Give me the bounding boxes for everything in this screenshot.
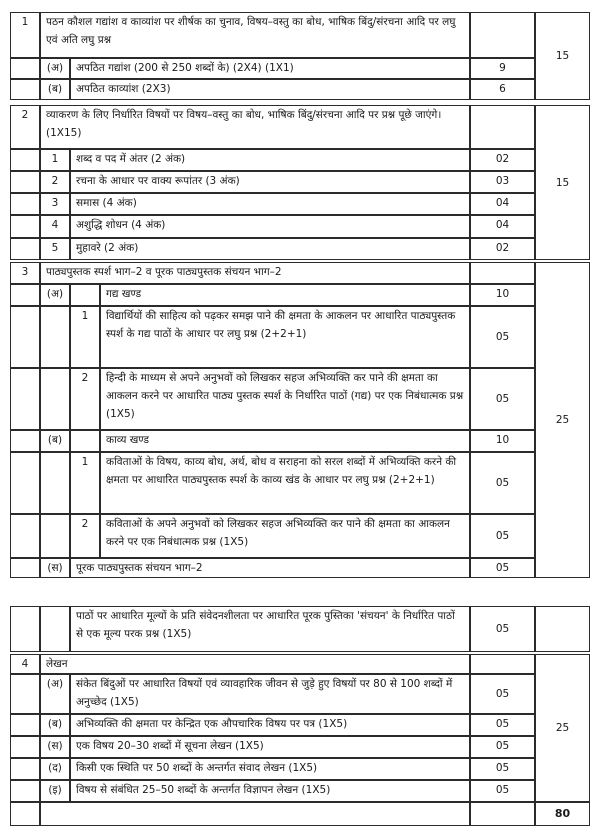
sub-marks: 05 <box>470 736 535 758</box>
blank-cell <box>10 193 40 215</box>
blank-cell <box>10 514 40 558</box>
item-marks: 02 <box>470 238 535 260</box>
blank-cell <box>10 368 40 430</box>
marks-cell-empty <box>470 12 535 58</box>
sub-text: एक विषय 20–30 शब्दों में सूचना लेखन (1X5) <box>70 736 470 758</box>
blank-cell <box>70 430 100 452</box>
item-marks: 03 <box>470 171 535 193</box>
section-number: 3 <box>10 262 40 284</box>
sub-text: विषय से संबंधित 25–50 शब्दों के अन्तर्गत विज्ञापन लेखन (1X5) <box>70 780 470 802</box>
item-text: अशुद्धि शोधन (4 अंक) <box>70 215 470 238</box>
sub-marks: 10 <box>470 430 535 452</box>
blank-cell <box>10 452 40 514</box>
item-text: मुहावरे (2 अंक) <box>70 238 470 260</box>
blank-cell <box>40 802 470 826</box>
sub-label: (अ) <box>40 58 70 79</box>
section-heading: लेखन <box>40 654 470 674</box>
sub-marks: 05 <box>470 780 535 802</box>
item-number: 2 <box>70 514 100 558</box>
item-text: विद्यार्थियों की साहित्य को पढ़कर समझ पाने की क्षमता के आकलन पर आधारित पाठ्यपुस्तक स्पर्श के गद्य पाठों के आधार पर लघु प्रश्न (2+2+1) <box>100 306 470 368</box>
item-number: 3 <box>40 193 70 215</box>
blank-cell <box>70 284 100 306</box>
sub-text: अपठित काव्यांश (2X3) <box>70 79 470 100</box>
item-number: 2 <box>40 171 70 193</box>
sub-label: (ब) <box>40 714 70 736</box>
blank-cell <box>10 238 40 260</box>
item-text: शब्द व पद में अंतर (2 अंक) <box>70 149 470 171</box>
item-number: 1 <box>40 149 70 171</box>
sub-marks: 05 <box>470 674 535 714</box>
item-marks: 04 <box>470 193 535 215</box>
sub-marks: 10 <box>470 284 535 306</box>
sub-text: संकेत बिंदुओं पर आधारित विषयों एवं व्यावहारिक जीवन से जुड़े हुए विषयों पर 80 से 100 शब्दों में अनुच्छेद (1X5) <box>70 674 470 714</box>
section-total: 15 <box>535 12 590 100</box>
blank-cell <box>10 780 40 802</box>
item-text: रचना के आधार पर वाक्य रूपांतर (3 अंक) <box>70 171 470 193</box>
blank-cell <box>10 606 40 652</box>
item-number: 1 <box>70 306 100 368</box>
item-text: समास (4 अंक) <box>70 193 470 215</box>
sub-label: (स) <box>40 558 70 578</box>
blank-cell <box>10 284 40 306</box>
blank-cell <box>10 306 40 368</box>
sub-text: अपठित गद्यांश (200 से 250 शब्दों के) (2X4) (1X1) <box>70 58 470 79</box>
blank-cell <box>10 58 40 79</box>
sub-heading: काव्य खण्ड <box>100 430 470 452</box>
marks-cell-empty <box>470 654 535 674</box>
blank-cell <box>40 306 70 368</box>
blank-cell <box>10 558 40 578</box>
marks-cell-empty <box>535 606 590 652</box>
item-marks: 05 <box>470 452 535 514</box>
marks-cell-empty <box>470 105 535 149</box>
section-number: 2 <box>10 105 40 149</box>
section-heading: पाठ्यपुस्तक स्पर्श भाग–2 व पूरक पाठ्यपुस्तक संचयन भाग–2 <box>40 262 470 284</box>
blank-cell <box>40 514 70 558</box>
sub-text: किसी एक स्थिति पर 50 शब्दों के अन्तर्गत संवाद लेखन (1X5) <box>70 758 470 780</box>
sub-label: (स) <box>40 736 70 758</box>
sub-label: (इ) <box>40 780 70 802</box>
item-number: 2 <box>70 368 100 430</box>
item-marks: 05 <box>470 368 535 430</box>
item-text: पाठों पर आधारित मूल्यों के प्रति संवेदनशीलता पर आधारित पूरक पुस्तिका 'संचयन' के निर्धारित पाठों से एक मूल्य परक प्रश्न (1X5) <box>70 606 470 652</box>
marks-cell-empty <box>470 262 535 284</box>
sub-marks: 05 <box>470 714 535 736</box>
sub-text: पूरक पाठ्यपुस्तक संचयन भाग–2 <box>70 558 470 578</box>
blank-cell <box>10 171 40 193</box>
blank-cell <box>10 79 40 100</box>
sub-heading: गद्य खण्ड <box>100 284 470 306</box>
item-number: 5 <box>40 238 70 260</box>
section-total: 25 <box>535 654 590 802</box>
grand-total: 80 <box>535 802 590 826</box>
sub-marks: 6 <box>470 79 535 100</box>
blank-cell <box>40 452 70 514</box>
blank-cell <box>10 802 40 826</box>
section-heading: व्याकरण के लिए निर्धारित विषयों पर विषय–वस्तु का बोध, भाषिक बिंदु/संरचना आदि पर प्रश्न पूछे जाएंगे। (1X15) <box>40 105 470 149</box>
section-number: 4 <box>10 654 40 674</box>
blank-cell <box>10 215 40 238</box>
item-text: हिन्दी के माध्यम से अपने अनुभवों को लिखकर सहज अभिव्यक्ति कर पाने की क्षमता का आकलन करने पर आधारित पाठ्य पुस्तक स्पर्श के निर्धारित पाठों (गद्य) पर एक निबंधात्मक प्रश्न (1X5) <box>100 368 470 430</box>
item-marks: 02 <box>470 149 535 171</box>
blank-cell <box>10 430 40 452</box>
section-number: 1 <box>10 12 40 58</box>
blank-cell <box>10 758 40 780</box>
sub-label: (ब) <box>40 430 70 452</box>
blank-cell <box>10 674 40 714</box>
sub-marks: 9 <box>470 58 535 79</box>
item-marks: 05 <box>470 514 535 558</box>
blank-cell <box>10 149 40 171</box>
item-text: कविताओं के अपने अनुभवों को लिखकर सहज अभिव्यक्ति कर पाने की क्षमता का आकलन करने पर एक निबंधात्मक प्रश्न (1X5) <box>100 514 470 558</box>
sub-label: (ब) <box>40 79 70 100</box>
item-number: 4 <box>40 215 70 238</box>
sub-text: अभिव्यक्ति की क्षमता पर केन्द्रित एक औपचारिक विषय पर पत्र (1X5) <box>70 714 470 736</box>
blank-cell <box>10 714 40 736</box>
section-total: 15 <box>535 105 590 260</box>
blank-cell <box>470 802 535 826</box>
sub-marks: 05 <box>470 558 535 578</box>
sub-label: (अ) <box>40 674 70 714</box>
blank-cell <box>40 368 70 430</box>
blank-cell <box>10 736 40 758</box>
item-marks: 04 <box>470 215 535 238</box>
item-text: कविताओं के विषय, काव्य बोध, अर्थ, बोध व सराहना को सरल शब्दों में अभिव्यक्ति करने की क्षमता पर आधारित पाठ्यपुस्तक स्पर्श के काव्य खंड के आधार पर लघु प्रश्न (2+2+1) <box>100 452 470 514</box>
item-number: 1 <box>70 452 100 514</box>
item-marks: 05 <box>470 306 535 368</box>
section-heading: पठन कौशल गद्यांश व काव्यांश पर शीर्षक का चुनाव, विषय–वस्तु का बोध, भाषिक बिंदु/संरचना आदि पर लघु एवं अति लघु प्रश्न <box>40 12 470 58</box>
item-marks: 05 <box>470 606 535 652</box>
sub-marks: 05 <box>470 758 535 780</box>
section-total: 25 <box>535 262 590 578</box>
sub-label: (अ) <box>40 284 70 306</box>
sub-label: (द) <box>40 758 70 780</box>
blank-cell <box>40 606 70 652</box>
